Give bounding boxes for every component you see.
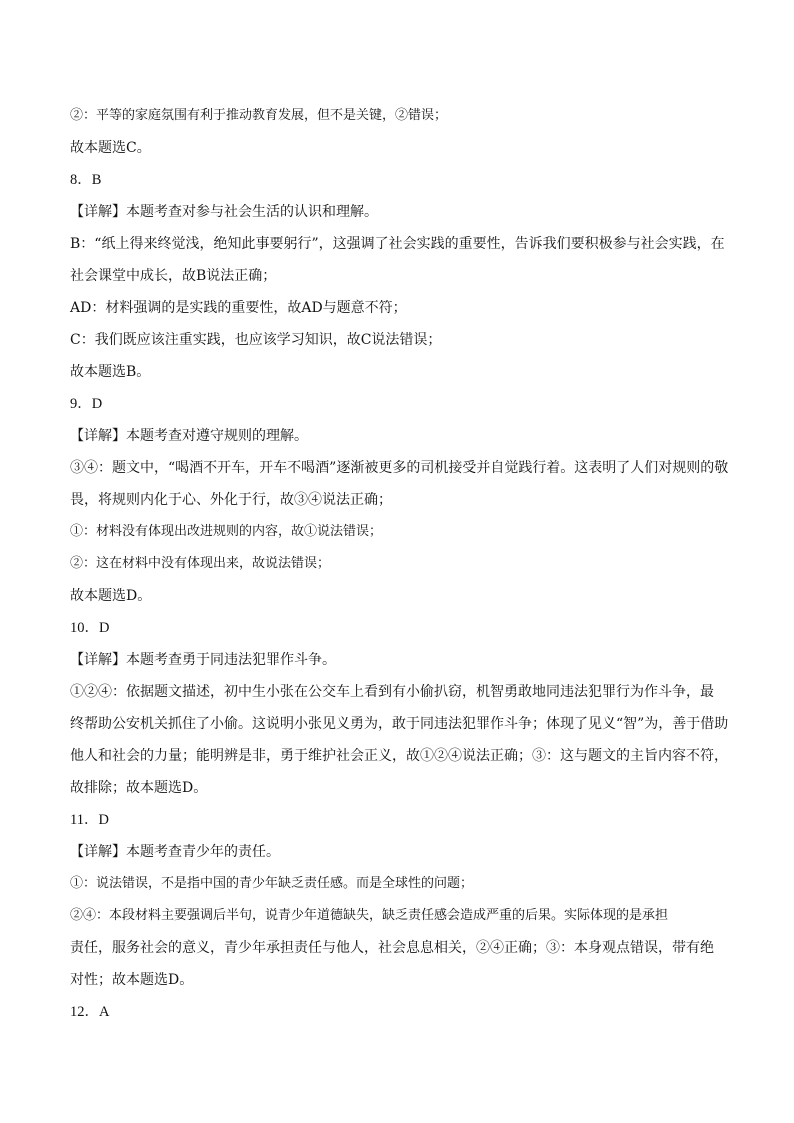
text-line: ②：这在材料中没有体现出来，故说法错误； — [70, 556, 331, 571]
text-line: 畏，将规则内化于心、外化于行，故③④说法正确； — [70, 492, 392, 508]
text-line: B：“纸上得来终觉浅，绝知此事要躬行”，这强调了社会实践的重要性，告诉我们要积极参与社会实践，在 — [70, 236, 725, 252]
text-line: ③④：题文中，“喝酒不开车，开车不喝酒”逐渐被更多的司机接受并自觉践行着。这表明了人们对规则的敬 — [70, 460, 729, 476]
text-line: 故本题选B。 — [70, 364, 151, 380]
text-line: 故排除；故本题选D。 — [70, 780, 208, 796]
text-line: 对性；故本题选D。 — [70, 972, 194, 988]
text-line: 故本题选C。 — [70, 140, 151, 156]
explanation-heading: 【详解】本题考查勇于同违法犯罪作斗争。 — [70, 652, 336, 668]
text-line: ②：平等的家庭氛围有利于推动教育发展，但不是关键，②错误； — [70, 108, 448, 123]
question-answer: 9．D — [70, 396, 103, 412]
text-line: 社会课堂中成长，故B说法正确； — [70, 268, 277, 284]
text-line: 责任，服务社会的意义，青少年承担责任与他人，社会息息相关，②④正确；③：本身观点错误，带有绝 — [70, 940, 714, 956]
explanation-heading: 【详解】本题考查对参与社会生活的认识和理解。 — [70, 204, 378, 220]
text-line: 终帮助公安机关抓住了小偷。这说明小张见义勇为，敢于同违法犯罪作斗争；体现了见义“智”为，善于借助 — [70, 716, 729, 732]
text-line: ②④：本段材料主要强调后半句，说青少年道德缺失，缺乏责任感会造成严重的后果。实际体现的是承担 — [70, 908, 669, 923]
text-line: AD：材料强调的是实践的重要性，故AD与题意不符； — [70, 300, 407, 316]
question-answer: 11．D — [70, 812, 109, 828]
text-line: ①：材料没有体现出改进规则的内容，故①说法错误； — [70, 524, 383, 539]
text-line: 故本题选D。 — [70, 588, 152, 604]
answer-explanations — [70, 100, 729, 1028]
question-answer: 12．A — [70, 1004, 110, 1020]
text-line: C：我们既应该注重实践，也应该学习知识，故C说法错误； — [70, 332, 442, 348]
explanation-heading: 【详解】本题考查对遵守规则的理解。 — [70, 428, 308, 444]
text-line: ①：说法错误，不是指中国的青少年缺乏责任感。而是全球性的问题； — [70, 876, 474, 891]
question-answer: 10．D — [70, 620, 110, 636]
explanation-heading: 【详解】本题考查青少年的责任。 — [70, 844, 280, 860]
text-line: 他人和社会的力量；能明辨是非，勇于维护社会正义，故①②④说法正确；③：这与题文的主旨内容不符， — [70, 748, 728, 764]
text-line: ①②④：依据题文描述，初中生小张在公交车上看到有小偷扒窃，机智勇敢地同违法犯罪行为作斗争，最 — [70, 684, 714, 700]
question-answer: 8．B — [70, 172, 102, 188]
